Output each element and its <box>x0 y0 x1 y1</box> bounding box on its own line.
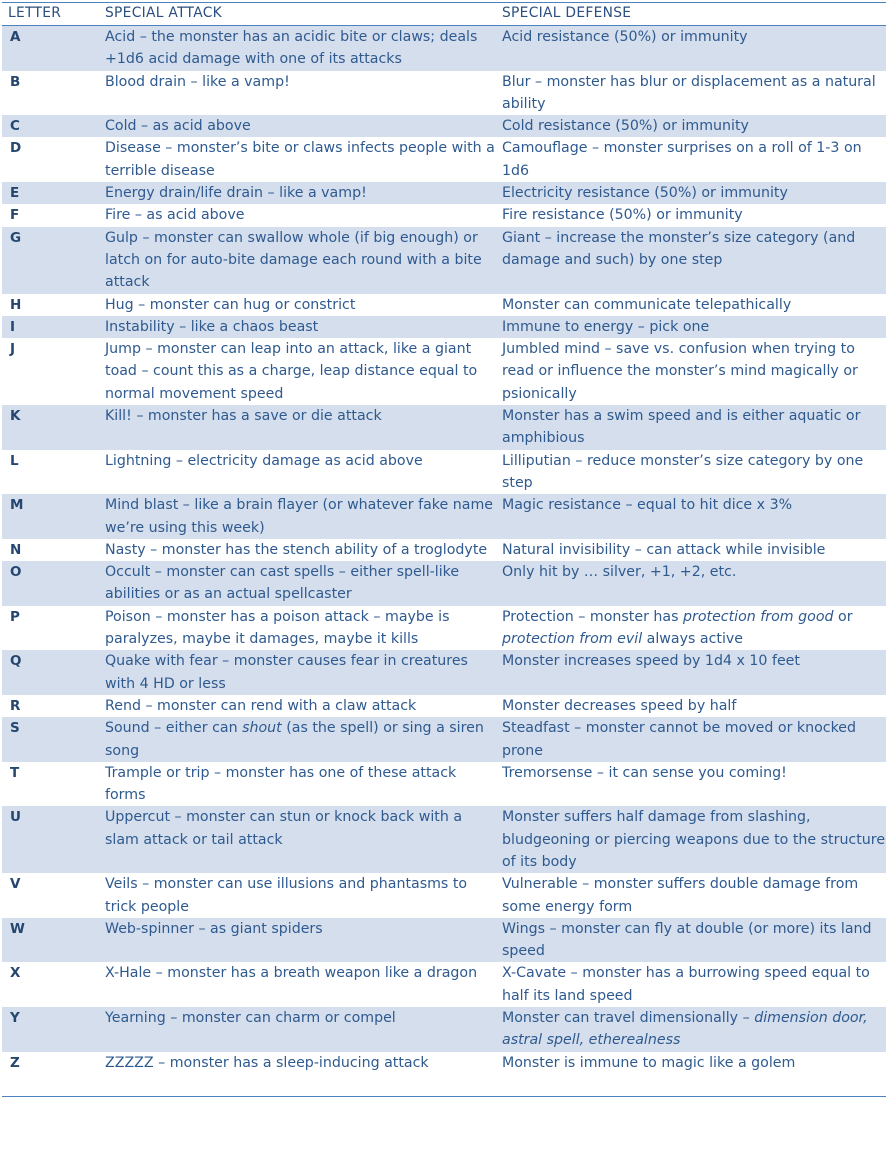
row-special-attack: Mind blast – like a brain flayer (or whatever fake name we’re using this week) <box>99 494 496 539</box>
row-special-attack: Hug – monster can hug or constrict <box>99 294 496 316</box>
header-special-defense: SPECIAL DEFENSE <box>502 5 632 21</box>
text-segment: Protection – monster has <box>502 608 683 625</box>
table-row <box>2 806 886 873</box>
row-special-defense: Acid resistance (50%) or immunity <box>496 26 886 71</box>
row-letter: X <box>2 962 99 1007</box>
row-special-defense: Jumbled mind – save vs. confusion when trying to read or influence the monster’s mind magically or psionically <box>496 338 886 405</box>
table-row <box>2 137 886 182</box>
table-body <box>2 26 886 1097</box>
table-row <box>2 494 886 539</box>
row-special-attack: Quake with fear – monster causes fear in creatures with 4 HD or less <box>99 650 496 695</box>
row-special-defense: Magic resistance – equal to hit dice x 3% <box>496 494 886 539</box>
row-special-attack: ZZZZZ – monster has a sleep-inducing attack <box>99 1052 496 1074</box>
row-special-attack: Fire – as acid above <box>99 204 496 226</box>
table-row <box>2 182 886 204</box>
row-special-attack: Blood drain – like a vamp! <box>99 71 496 116</box>
row-letter: N <box>2 539 99 561</box>
row-letter: W <box>2 918 99 963</box>
text-segment: Monster can travel dimensionally – <box>502 1010 755 1027</box>
text-segment: always active <box>642 631 744 648</box>
row-special-attack: Poison – monster has a poison attack – maybe is paralyzes, maybe it damages, maybe it kills <box>99 606 496 651</box>
empty-cell <box>496 1074 886 1097</box>
row-special-defense: Giant – increase the monster’s size category (and damage and such) by one step <box>496 227 886 294</box>
row-letter: B <box>2 71 99 116</box>
table-row <box>2 695 886 717</box>
table-row <box>2 71 886 116</box>
row-special-attack: Rend – monster can rend with a claw attack <box>99 695 496 717</box>
text-segment: shout <box>242 720 282 737</box>
table-header <box>2 3 886 26</box>
row-special-attack: Yearning – monster can charm or compel <box>99 1007 496 1052</box>
special-attack-defense-table <box>2 2 886 1097</box>
row-special-defense: Natural invisibility – can attack while invisible <box>496 539 886 561</box>
row-special-attack: Cold – as acid above <box>99 115 496 137</box>
row-special-defense: X-Cavate – monster has a burrowing speed equal to half its land speed <box>496 962 886 1007</box>
row-letter: R <box>2 695 99 717</box>
table-row <box>2 450 886 495</box>
row-letter: I <box>2 316 99 338</box>
row-letter: S <box>2 717 99 762</box>
row-special-defense: Tremorsense – it can sense you coming! <box>496 762 886 807</box>
text-segment: or <box>833 608 853 625</box>
row-special-attack: Veils – monster can use illusions and phantasms to trick people <box>99 873 496 918</box>
row-special-defense: Fire resistance (50%) or immunity <box>496 204 886 226</box>
row-letter: A <box>2 26 99 71</box>
row-letter: Z <box>2 1052 99 1074</box>
text-segment: protection from good <box>683 608 834 625</box>
table-row <box>2 539 886 561</box>
row-letter: U <box>2 806 99 873</box>
row-special-defense: Monster increases speed by 1d4 x 10 feet <box>496 650 886 695</box>
row-letter: F <box>2 204 99 226</box>
row-special-attack: Web-spinner – as giant spiders <box>99 918 496 963</box>
row-special-defense: Cold resistance (50%) or immunity <box>496 115 886 137</box>
row-special-defense <box>496 606 886 651</box>
row-letter: H <box>2 294 99 316</box>
row-special-attack: Energy drain/life drain – like a vamp! <box>99 182 496 204</box>
row-letter: V <box>2 873 99 918</box>
row-special-attack: Gulp – monster can swallow whole (if big enough) or latch on for auto-bite damage each round with a bite attack <box>99 227 496 294</box>
empty-cell <box>99 1074 496 1097</box>
row-letter: T <box>2 762 99 807</box>
header-row <box>2 3 886 26</box>
row-letter: Q <box>2 650 99 695</box>
row-special-defense: Blur – monster has blur or displacement as a natural ability <box>496 71 886 116</box>
table-row <box>2 561 886 606</box>
row-special-attack: Trample or trip – monster has one of these attack forms <box>99 762 496 807</box>
table-row <box>2 115 886 137</box>
row-special-defense <box>496 1007 886 1052</box>
text-segment: Sound – either can <box>105 720 243 737</box>
table-row <box>2 227 886 294</box>
row-special-defense: Monster can communicate telepathically <box>496 294 886 316</box>
letter-table-container <box>2 2 886 1097</box>
row-special-defense: Camouflage – monster surprises on a roll of 1-3 on 1d6 <box>496 137 886 182</box>
row-letter: O <box>2 561 99 606</box>
table-row <box>2 405 886 450</box>
row-special-defense: Immune to energy – pick one <box>496 316 886 338</box>
row-special-attack: Jump – monster can leap into an attack, like a giant toad – count this as a charge, leap distance equal to normal movement speed <box>99 338 496 405</box>
row-letter: C <box>2 115 99 137</box>
table-row <box>2 1052 886 1074</box>
header-letter: LETTER <box>8 5 62 21</box>
row-special-attack: Nasty – monster has the stench ability of a troglodyte <box>99 539 496 561</box>
table-row <box>2 204 886 226</box>
row-special-attack: X-Hale – monster has a breath weapon like a dragon <box>99 962 496 1007</box>
table-row <box>2 918 886 963</box>
row-letter: E <box>2 182 99 204</box>
table-row <box>2 294 886 316</box>
header-special-attack: SPECIAL ATTACK <box>105 5 222 21</box>
row-special-defense: Only hit by … silver, +1, +2, etc. <box>496 561 886 606</box>
table-row <box>2 962 886 1007</box>
row-special-attack: Disease – monster’s bite or claws infects people with a terrible disease <box>99 137 496 182</box>
row-letter: G <box>2 227 99 294</box>
row-special-attack: Instability – like a chaos beast <box>99 316 496 338</box>
table-row-empty <box>2 1074 886 1097</box>
table-row <box>2 606 886 651</box>
table-row <box>2 316 886 338</box>
table-row <box>2 338 886 405</box>
row-special-defense: Lilliputian – reduce monster’s size category by one step <box>496 450 886 495</box>
row-letter: J <box>2 338 99 405</box>
row-letter: K <box>2 405 99 450</box>
row-special-attack <box>99 717 496 762</box>
row-special-defense: Monster suffers half damage from slashing, bludgeoning or piercing weapons due to the structure of its body <box>496 806 886 873</box>
table-row <box>2 873 886 918</box>
row-special-attack: Uppercut – monster can stun or knock back with a slam attack or tail attack <box>99 806 496 873</box>
row-special-attack: Acid – the monster has an acidic bite or claws; deals +1d6 acid damage with one of its attacks <box>99 26 496 71</box>
row-letter: P <box>2 606 99 651</box>
row-special-defense: Steadfast – monster cannot be moved or knocked prone <box>496 717 886 762</box>
empty-cell <box>2 1074 99 1097</box>
text-segment: protection from evil <box>502 631 643 648</box>
text-segment: (as the spell) or sing a siren song <box>105 720 484 759</box>
row-special-attack: Occult – monster can cast spells – either spell-like abilities or as an actual spellcaster <box>99 561 496 606</box>
row-special-defense: Electricity resistance (50%) or immunity <box>496 182 886 204</box>
row-letter: D <box>2 137 99 182</box>
table-row <box>2 650 886 695</box>
table-row <box>2 26 886 71</box>
row-special-defense: Wings – monster can fly at double (or more) its land speed <box>496 918 886 963</box>
row-letter: Y <box>2 1007 99 1052</box>
row-special-attack: Lightning – electricity damage as acid above <box>99 450 496 495</box>
row-letter: M <box>2 494 99 539</box>
row-special-defense: Vulnerable – monster suffers double damage from some energy form <box>496 873 886 918</box>
row-letter: L <box>2 450 99 495</box>
row-special-defense: Monster is immune to magic like a golem <box>496 1052 886 1074</box>
row-special-defense: Monster has a swim speed and is either aquatic or amphibious <box>496 405 886 450</box>
text-segment: dimension door, astral spell, etherealness <box>502 1010 868 1049</box>
row-special-defense: Monster decreases speed by half <box>496 695 886 717</box>
table-row <box>2 762 886 807</box>
table-row <box>2 717 886 762</box>
table-row <box>2 1007 886 1052</box>
row-special-attack: Kill! – monster has a save or die attack <box>99 405 496 450</box>
